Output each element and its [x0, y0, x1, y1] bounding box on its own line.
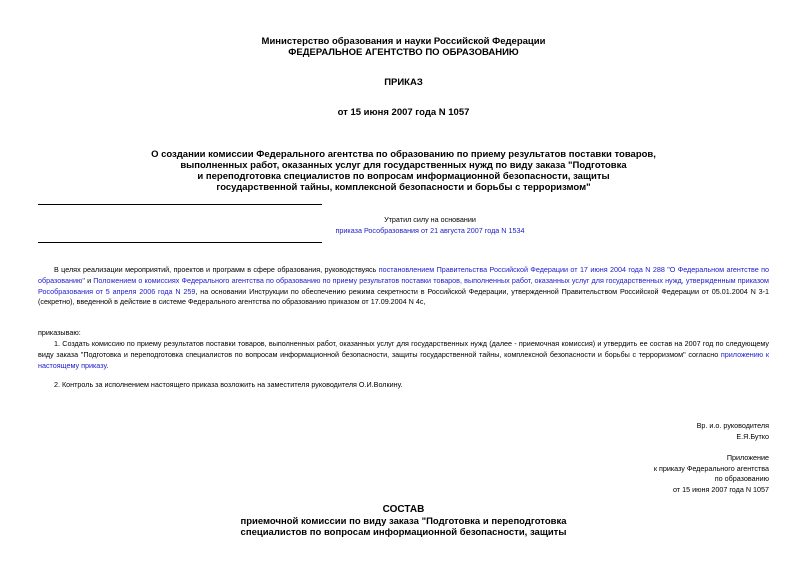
doc-title-line: выполненных работ, оказанных услуг для государственных нужд по виду заказа "Подготовка	[180, 160, 627, 171]
composition-line: специалистов по вопросам информационной безопасности, защиты	[240, 527, 567, 538]
regulation-259-link[interactable]: Положением о комиссиях Федерального агентства по образованию по приему результатов поставки товаров, выполненных работ, оказанных услуг для государственных нужд, утвержденным приказом Рособразования от 5 апреля 2006 года N 259	[38, 275, 770, 296]
signer-position: Вр. и.о. руководителя	[696, 421, 769, 430]
composition-line: приемочной комиссии по виду заказа "Подготовка и переподготовка	[240, 516, 567, 527]
doc-title-line: государственной тайны, комплексной безопасности и борьбы с терроризмом"	[216, 182, 591, 193]
doc-title-line: и переподготовка специалистов по вопросам информационной безопасности, защиты	[197, 171, 610, 182]
order-item-2: 2. Контроль за исполнением настоящего приказа возложить на заместителя руководителя О.И.Волкину.	[54, 380, 403, 389]
preamble-text: В целях реализации мероприятий, проектов и программ в сфере образования, руководствуясь	[54, 265, 379, 274]
order-word: приказываю:	[38, 328, 81, 337]
revoked-link[interactable]: приказа Рособразования от 21 августа 2007 года N 1534	[335, 226, 525, 235]
appendix-link[interactable]: приложению к настоящему приказу	[38, 349, 770, 370]
appendix-label: по образованию	[714, 474, 769, 483]
preamble-paragraph	[38, 265, 769, 308]
signer-name: Е.Я.Бутко	[736, 432, 769, 441]
preamble-text: и	[84, 275, 94, 285]
item-text: .	[106, 360, 109, 370]
item-text: 1. Создать комиссию по приему результатов поставки товаров, выполненных работ, оказанных услуг для государственных нужд (далее - приемочная комиссия) и утвердить ее состав на 2007 год по следующему виду заказа "Подготовка и переподготовка специалистов по вопросам информационной безопасности, защиты государственной тайны, комплексной безопасности и борьбы с терроризмом" согласно	[38, 339, 769, 359]
composition-heading: СОСТАВ	[382, 504, 425, 515]
preamble-text: , на основании Инструкции по обеспечению режима секретности в Российской Федерации, утвержденной Правительством Российской Федерации от 05.01.2004 N 3-1 (секретно), введенной в действие в системе Федерального агентства по образованию приказом от 17.09.2004 N 4с,	[38, 286, 769, 307]
appendix-label: к приказу Федерального агентства	[653, 464, 769, 473]
revoked-note: Утратил силу на основании	[384, 215, 476, 224]
order-item-1	[38, 339, 769, 371]
agency-name: ФЕДЕРАЛЬНОЕ АГЕНТСТВО ПО ОБРАЗОВАНИЮ	[288, 47, 519, 58]
ministry-name: Министерство образования и науки Российской Федерации	[261, 36, 546, 47]
doc-type: ПРИКАЗ	[384, 77, 423, 88]
doc-date-number: от 15 июня 2007 года N 1057	[337, 107, 470, 118]
decree-288-link[interactable]: постановлением Правительства Российской Федерации от 17 июня 2004 года N 288 "О Федеральном агентстве по образованию"	[38, 265, 770, 285]
doc-title-line: О создании комиссии Федерального агентства по образованию по приему результатов поставки товаров,	[151, 149, 656, 160]
divider-top	[38, 204, 322, 205]
appendix-label: Приложение	[726, 453, 769, 462]
divider-bottom	[38, 242, 322, 243]
appendix-label: от 15 июня 2007 года N 1057	[672, 485, 769, 494]
